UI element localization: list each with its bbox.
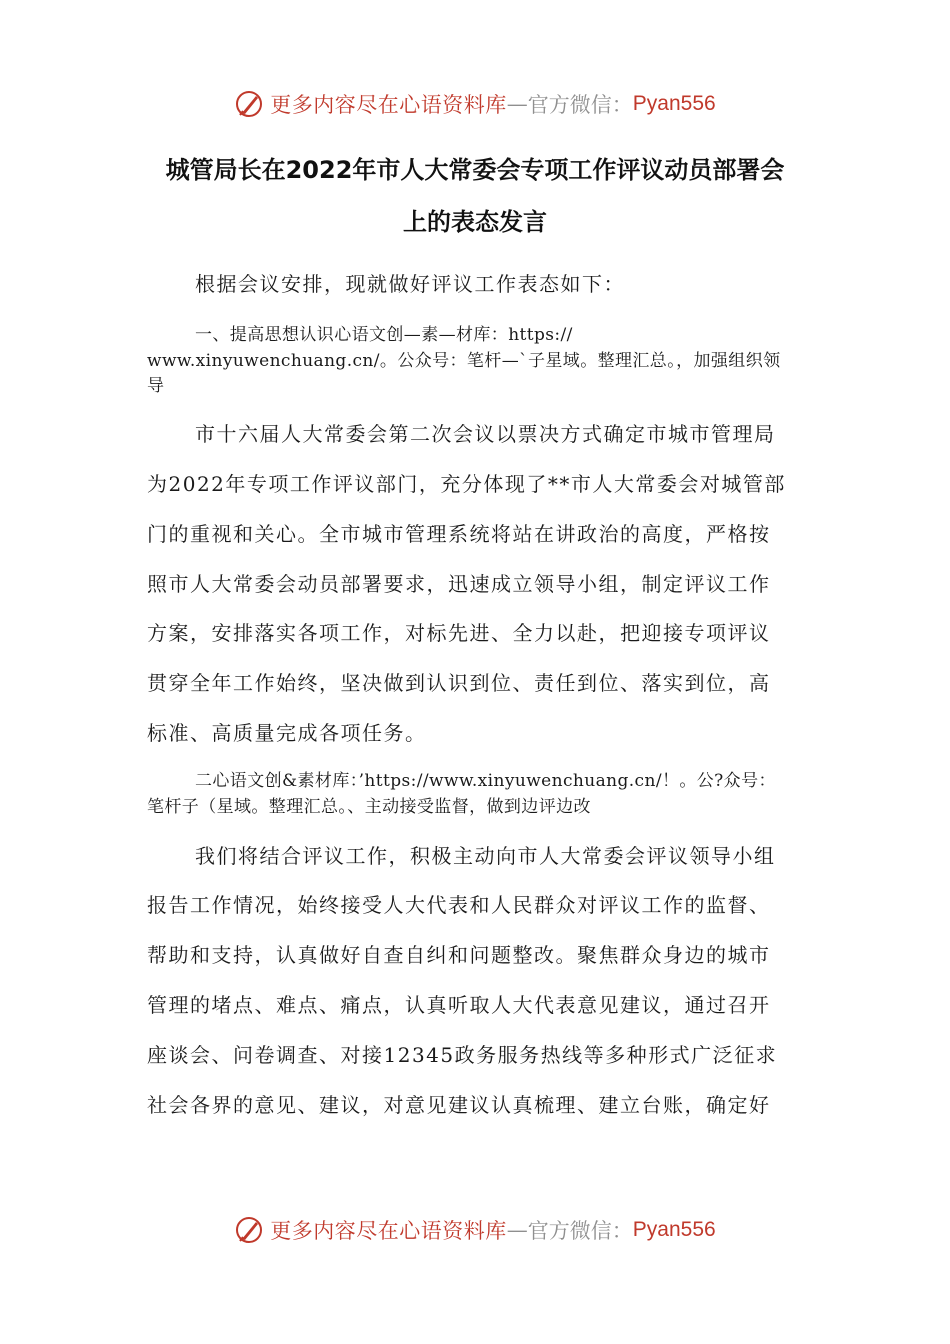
para-2-line: 我们将结合评议工作，积极主动向市人大常委会评议领导小组 xyxy=(195,844,776,868)
banner-wechat-label: 官方微信： xyxy=(527,1219,633,1243)
para-1-line: 市十六届人大常委会第二次会议以票决方式确定市城市管理局 xyxy=(195,422,776,446)
quill-logo-icon xyxy=(234,1215,264,1245)
banner-wechat-id: Pyan556 xyxy=(632,1218,716,1241)
para-1-line: 贯穿全年工作始终，坚决做到认识到位、责任到位、落实到位，高 xyxy=(147,671,771,695)
para-2-line: 管理的堵点、难点、痛点，认真听取人大代表意见建议，通过召开 xyxy=(147,993,771,1017)
para-2-line: 报告工作情况，始终接受人大代表和人民群众对评议工作的监督、 xyxy=(147,893,771,917)
page-title-line-2: 上的表态发言 xyxy=(403,208,547,236)
section-2-heading-line-1: 二心语文创&素材库：’https://www.xinyuwenchuang.cn/！。公?众号： xyxy=(195,771,776,791)
para-2-line: 帮助和支持，认真做好自查自纠和问题整改。聚焦群众身边的城市 xyxy=(147,943,771,967)
banner-brand-text: 更多内容尽在心语资料库 xyxy=(270,93,507,117)
para-1-line: 门的重视和关心。全市城市管理系统将站在讲政治的高度，严格按 xyxy=(147,522,771,546)
para-2-line: 座谈会、问卷调查、对接12345政务服务热线等多种形式广泛征求 xyxy=(147,1043,778,1067)
section-1-heading-line-3: 导 xyxy=(147,376,165,396)
banner-brand-text: 更多内容尽在心语资料库 xyxy=(270,1219,507,1243)
footer-banner xyxy=(0,1210,950,1250)
section-1-heading-line-2: www.xinyuwenchuang.cn/。公众号：笔杆—`子星域。整理汇总。，加强组织领 xyxy=(147,351,781,371)
intro-text: 根据会议安排，现就做好评议工作表态如下： xyxy=(195,272,625,296)
section-2-heading-line-2: 笔杆子（星域。整理汇总。、主动接受监督，做到边评边改 xyxy=(147,797,591,817)
banner-separator: — xyxy=(506,92,528,116)
para-1-line: 方案，安排落实各项工作，对标先进、全力以赴，把迎接专项评议 xyxy=(147,621,771,645)
banner-separator: — xyxy=(506,1218,528,1242)
banner-wechat-id: Pyan556 xyxy=(632,92,716,115)
page-title-line-1: 城管局长在2022年市人大常委会专项工作评议动员部署会 xyxy=(165,156,785,184)
para-2-line: 社会各界的意见、建议，对意见建议认真梳理、建立台账，确定好 xyxy=(147,1093,771,1117)
para-1-line: 为2022年专项工作评议部门，充分体现了**市人大常委会对城管部 xyxy=(147,472,786,496)
quill-logo-icon xyxy=(234,89,264,119)
header-banner xyxy=(0,84,950,124)
banner-wechat-label: 官方微信： xyxy=(527,93,633,117)
para-1-line: 标准、高质量完成各项任务。 xyxy=(147,721,427,745)
para-1-line: 照市人大常委会动员部署要求，迅速成立领导小组，制定评议工作 xyxy=(147,572,771,596)
section-1-heading-line-1: 一、提高思想认识心语文创—素—材库：https:// xyxy=(195,325,573,345)
